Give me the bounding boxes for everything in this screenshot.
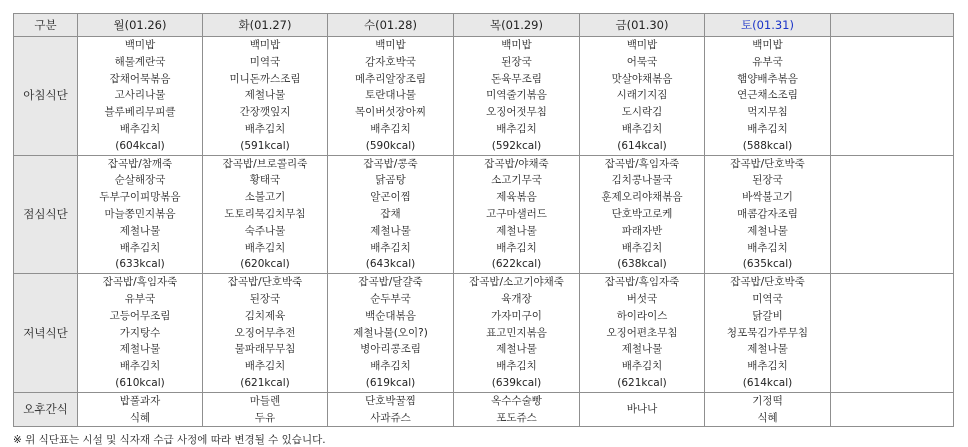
menu-cell — [454, 155, 580, 274]
menu-item: 바싹불고기 — [742, 191, 793, 204]
header-day-mon: 월(01.26) — [78, 14, 203, 37]
menu-item: 훈제오리야채볶음 — [601, 191, 683, 204]
menu-item: 옥수수술빵 — [491, 394, 542, 407]
menu-item: (604kcal) — [115, 139, 165, 152]
menu-item: 감자호박국 — [365, 55, 416, 68]
menu-item: 제철나물 — [496, 224, 537, 237]
menu-item: 배추김치 — [244, 360, 286, 373]
menu-item: 제철나물 — [370, 224, 411, 237]
menu-item: 포도쥬스 — [496, 411, 537, 424]
menu-cell — [78, 37, 203, 156]
menu-cell — [705, 155, 831, 274]
menu-item: 된장국 — [249, 292, 281, 305]
menu-item: (590kcal) — [365, 139, 416, 152]
menu-item: 돈육무조림 — [491, 72, 542, 85]
row-label: 저녁식단 — [14, 274, 78, 393]
menu-item: 식혜 — [757, 411, 778, 424]
menu-cell — [580, 155, 705, 274]
menu-item: 오징어무추전 — [234, 326, 296, 339]
menu-item: 병아리콩조림 — [360, 343, 421, 356]
menu-item: 간장깻잎지 — [239, 106, 291, 119]
menu-item: 제철나물 — [244, 89, 286, 102]
menu-item: 잡곡밥/단호박죽 — [730, 276, 805, 289]
menu-item: 순두부국 — [370, 292, 411, 305]
header-day-wed: 수(01.28) — [328, 14, 454, 37]
menu-cell — [78, 392, 203, 427]
menu-cell — [203, 37, 328, 156]
menu-item: 배추김치 — [621, 241, 663, 254]
menu-body — [14, 37, 954, 427]
menu-item: 배추김치 — [370, 241, 411, 254]
menu-item: 배추김치 — [496, 122, 537, 135]
menu-item: 배추김치 — [119, 122, 161, 135]
menu-item: 소불고기 — [244, 191, 286, 204]
menu-item: 파래자반 — [621, 224, 663, 237]
menu-item: 오징어젓무침 — [486, 106, 547, 119]
menu-item: 식혜 — [129, 411, 151, 424]
menu-item: 두부구이피망볶음 — [99, 191, 181, 204]
menu-item: 잡곡밥/달걀죽 — [358, 276, 423, 289]
menu-item: (591kcal) — [240, 139, 290, 152]
menu-item: 미니돈까스조림 — [229, 72, 301, 85]
menu-item: 단호박고로케 — [611, 207, 673, 220]
menu-item: 제철나물(오이?) — [353, 326, 428, 339]
menu-item: 배추김치 — [496, 360, 537, 373]
menu-item: 도시락김 — [621, 106, 663, 119]
menu-item: 고사리나물 — [114, 89, 166, 102]
menu-item: 닭곰탕 — [375, 174, 406, 187]
menu-row-breakfast — [14, 37, 954, 156]
menu-cell — [454, 37, 580, 156]
header-day-sat: 토(01.31) — [705, 14, 831, 37]
menu-item: 제철나물 — [747, 224, 788, 237]
menu-item: 육개장 — [501, 292, 532, 305]
menu-item: (614kcal) — [617, 139, 667, 152]
menu-cell — [328, 274, 454, 393]
menu-cell — [203, 392, 328, 427]
menu-item: 토란대나물 — [365, 89, 416, 102]
menu-item: 블루베리무피클 — [104, 106, 176, 119]
menu-item: 배추김치 — [747, 241, 788, 254]
menu-cell — [580, 392, 705, 427]
menu-cell — [78, 155, 203, 274]
menu-cell — [203, 155, 328, 274]
menu-item: 고등어무조림 — [109, 309, 171, 322]
menu-item: 황태국 — [249, 174, 281, 187]
menu-item: 백미밥 — [375, 39, 406, 51]
menu-cell — [580, 274, 705, 393]
menu-cell — [454, 392, 580, 427]
menu-item: 배추김치 — [621, 122, 663, 135]
menu-item: 순살해장국 — [114, 174, 166, 187]
menu-item: 잡채 — [380, 207, 401, 220]
menu-item: 유부국 — [124, 292, 156, 305]
menu-item: (639kcal) — [491, 376, 542, 389]
header-day-tue: 화(01.27) — [203, 14, 328, 37]
menu-item: 제철나물 — [119, 343, 161, 356]
menu-item: (614kcal) — [742, 376, 793, 389]
menu-item: 오징어편초무침 — [606, 326, 678, 339]
menu-item: 제육볶음 — [496, 191, 537, 204]
menu-item: 잡채어묵볶음 — [109, 72, 171, 85]
menu-item: 바나나 — [626, 403, 658, 416]
menu-item: 제철나물 — [621, 343, 663, 356]
header-day-fri: 금(01.30) — [580, 14, 705, 37]
menu-item: (638kcal) — [617, 258, 667, 271]
menu-item: 알곤이찜 — [370, 191, 411, 204]
menu-item: 된장국 — [501, 55, 532, 68]
menu-item: 메추리알장조림 — [354, 72, 426, 85]
menu-item: 도토리묵김치무침 — [224, 207, 306, 220]
menu-cell — [328, 37, 454, 156]
menu-item: 김치콩나물국 — [611, 174, 673, 187]
menu-item: 배추김치 — [621, 360, 663, 373]
menu-cell — [454, 274, 580, 393]
menu-item: 잡곡밥/단호박죽 — [227, 276, 303, 289]
row-label: 오후간식 — [14, 392, 78, 427]
menu-item: 제철나물 — [747, 343, 788, 356]
menu-item: 마들렌 — [249, 394, 281, 407]
menu-item: 연근채소조림 — [737, 89, 798, 102]
menu-item: (588kcal) — [742, 139, 793, 152]
menu-item: 잡곡밥/참깨죽 — [107, 157, 173, 170]
menu-item: (621kcal) — [617, 376, 667, 389]
menu-item: 잡곡밥/흑임자죽 — [102, 276, 178, 289]
menu-cell — [328, 155, 454, 274]
row-label: 아침식단 — [14, 37, 78, 156]
weekly-menu-table — [13, 13, 954, 427]
menu-item: 백미밥 — [626, 39, 658, 51]
menu-item: 마늘쫑민지볶음 — [104, 207, 176, 220]
menu-item: 잡곡밥/콩죽 — [363, 157, 418, 170]
menu-item: 잡곡밥/단호박죽 — [730, 157, 805, 170]
menu-item: 잡곡밥/야채죽 — [484, 157, 549, 170]
menu-item: 잡곡밥/소고기야채죽 — [469, 276, 564, 289]
menu-item: 목이버섯장아찌 — [354, 106, 426, 119]
menu-item: 닭갈비 — [752, 309, 783, 322]
menu-item: 표고민지볶음 — [486, 326, 547, 339]
menu-item: 하이라이스 — [616, 309, 668, 322]
menu-item: 배추김치 — [244, 122, 286, 135]
menu-item: 배추김치 — [747, 360, 788, 373]
menu-item: 배추김치 — [370, 122, 411, 135]
menu-cell — [831, 155, 954, 274]
menu-item: 미역줄기볶음 — [486, 89, 547, 102]
menu-item: (633kcal) — [115, 258, 165, 271]
row-label: 점심식단 — [14, 155, 78, 274]
menu-item: (622kcal) — [491, 258, 542, 271]
menu-cell — [580, 37, 705, 156]
menu-cell — [203, 274, 328, 393]
menu-item: 소고기무국 — [491, 174, 542, 187]
menu-cell — [328, 392, 454, 427]
menu-item: 물파래무무침 — [234, 343, 296, 356]
menu-item: 숙주나물 — [244, 224, 286, 237]
menu-item: 된장국 — [752, 174, 783, 187]
menu-item: (620kcal) — [240, 258, 290, 271]
menu-item: (592kcal) — [491, 139, 542, 152]
menu-cell — [831, 392, 954, 427]
header-day-thu: 목(01.29) — [454, 14, 580, 37]
menu-item: 백미밥 — [752, 39, 783, 51]
menu-item: (635kcal) — [742, 258, 793, 271]
menu-item: (610kcal) — [115, 376, 165, 389]
header-label: 구분 — [14, 14, 78, 37]
menu-row-snack — [14, 392, 954, 427]
menu-cell — [705, 392, 831, 427]
menu-item: 배추김치 — [370, 360, 411, 373]
menu-item: 어묵국 — [626, 55, 658, 68]
menu-item: 밥풀과자 — [119, 394, 161, 407]
menu-item: 고구마샐러드 — [486, 207, 547, 220]
menu-item: 배추김치 — [244, 241, 286, 254]
menu-item: 햄양배추볶음 — [737, 72, 798, 85]
menu-item: 백미밥 — [249, 39, 281, 51]
menu-item: 청포묵김가루무침 — [726, 326, 809, 339]
menu-cell — [831, 37, 954, 156]
menu-item: 잡곡밥/흑임자죽 — [604, 157, 680, 170]
menu-item: 가지탕수 — [119, 326, 161, 339]
menu-item: 두유 — [254, 411, 276, 424]
footnote: ※ 위 식단표는 시설 및 식자재 수급 사정에 따라 변경될 수 있습니다. — [13, 434, 326, 446]
menu-item: 김치제육 — [244, 309, 286, 322]
menu-item: 제철나물 — [496, 343, 537, 356]
menu-item: 잡곡밥/흑임자죽 — [604, 276, 680, 289]
menu-item: 미역국 — [752, 292, 783, 305]
menu-item: 배추김치 — [496, 241, 537, 254]
header-day-blank — [831, 14, 954, 37]
menu-item: 백순대볶음 — [365, 309, 416, 322]
menu-item: 배추김치 — [119, 241, 161, 254]
menu-item: 맛살야채볶음 — [611, 72, 673, 85]
menu-item: 백미밥 — [501, 39, 532, 51]
menu-item: (619kcal) — [365, 376, 416, 389]
menu-item: (621kcal) — [240, 376, 290, 389]
menu-item: 먹지무침 — [747, 106, 788, 119]
menu-item: 배추김치 — [119, 360, 161, 373]
menu-item: 단호박꿀찜 — [365, 394, 416, 407]
menu-row-dinner — [14, 274, 954, 393]
menu-item: 시래기지짐 — [616, 89, 668, 102]
menu-cell — [831, 274, 954, 393]
menu-item: 유부국 — [752, 55, 783, 68]
menu-row-lunch — [14, 155, 954, 274]
menu-item: 버섯국 — [626, 292, 658, 305]
menu-item: (643kcal) — [365, 258, 416, 271]
menu-item: 미역국 — [249, 55, 281, 68]
menu-item: 백미밥 — [124, 39, 156, 51]
menu-item: 사과쥬스 — [370, 411, 411, 424]
menu-item: 배추김치 — [747, 122, 788, 135]
menu-cell — [705, 37, 831, 156]
menu-cell — [705, 274, 831, 393]
menu-cell — [78, 274, 203, 393]
menu-item: 매콤감자조림 — [737, 207, 798, 220]
menu-item: 잡곡밥/브로콜리죽 — [222, 157, 308, 170]
menu-item: 가자미구이 — [491, 309, 542, 322]
menu-item: 해물계란국 — [114, 55, 166, 68]
menu-item: 제철나물 — [119, 224, 161, 237]
menu-item: 기정떡 — [752, 394, 783, 407]
header-row — [14, 14, 954, 37]
